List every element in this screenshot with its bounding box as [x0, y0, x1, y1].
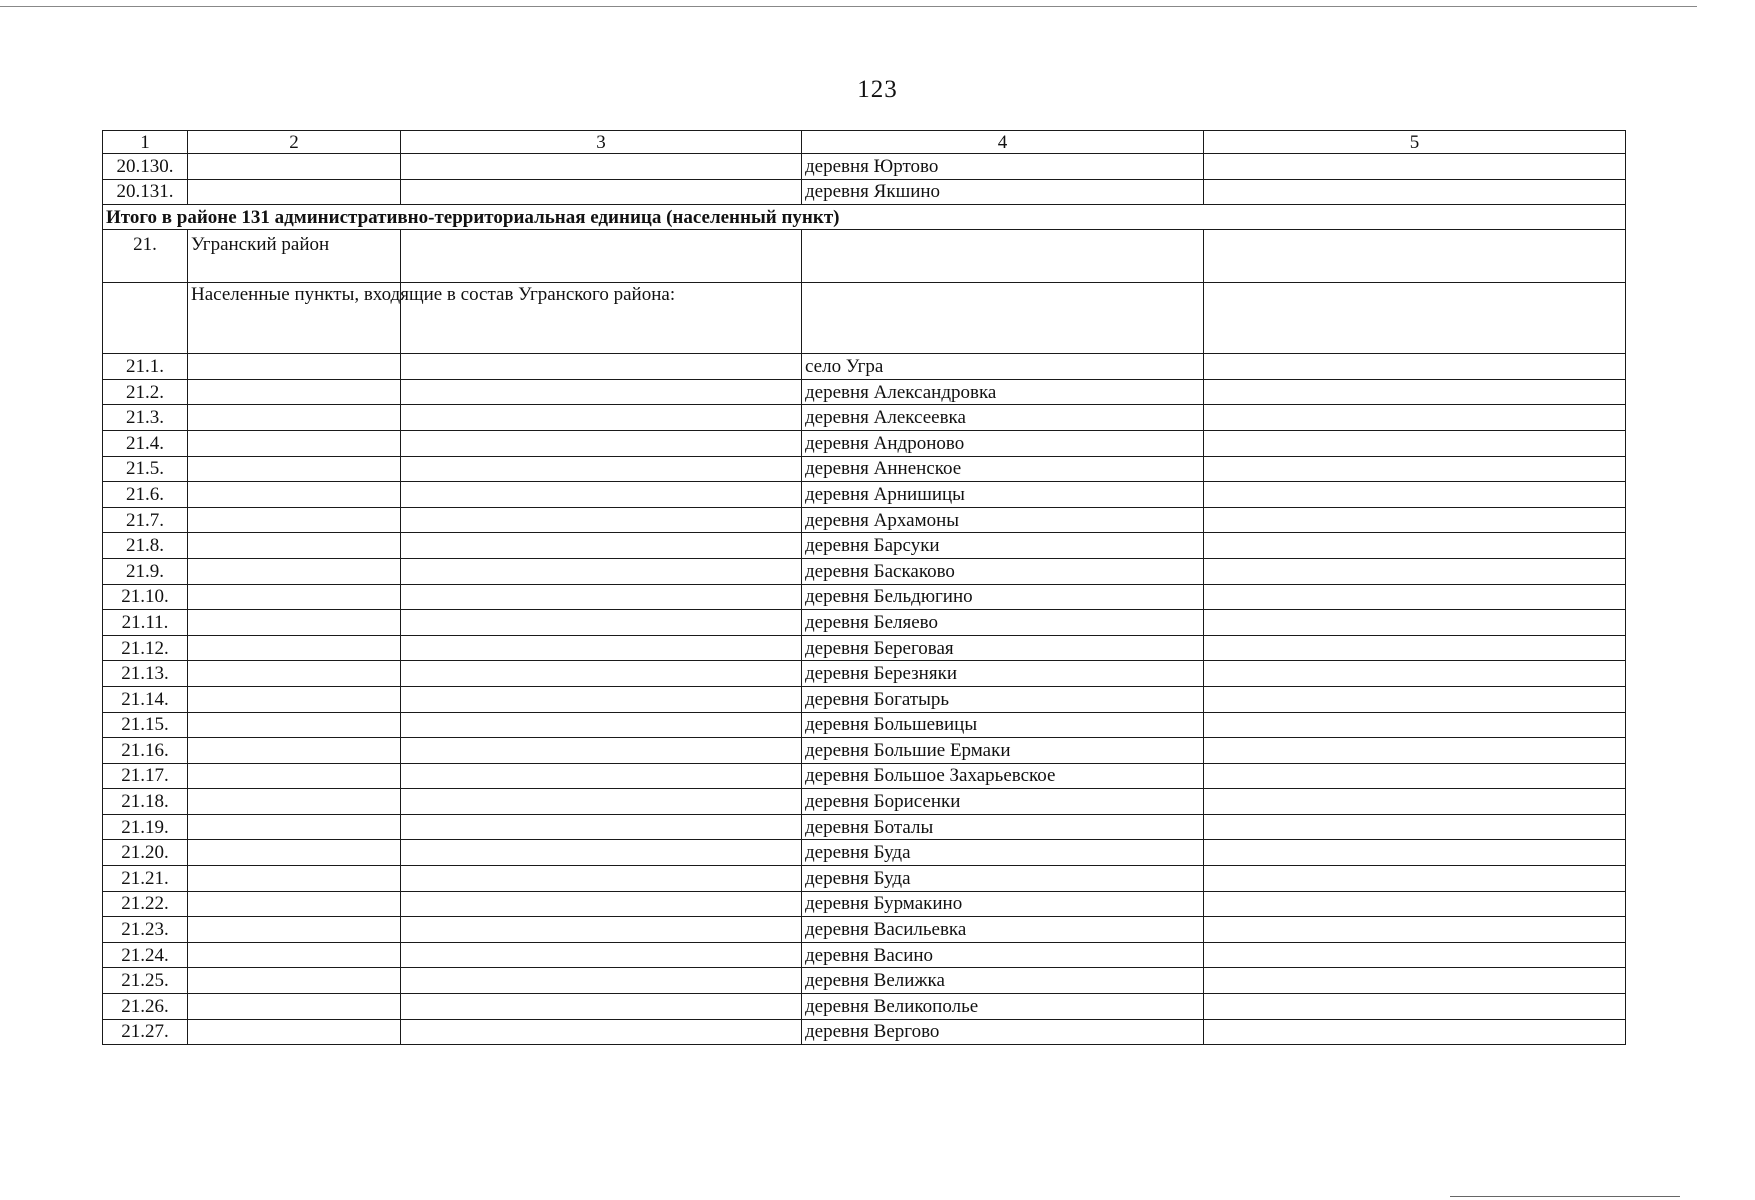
row-number: 21.27. — [103, 1019, 188, 1045]
empty-cell — [401, 789, 802, 815]
empty-cell — [188, 379, 401, 405]
column-number-header-row — [103, 131, 1626, 154]
table-row — [103, 891, 1626, 917]
table-row — [103, 1019, 1626, 1045]
empty-cell — [1204, 968, 1626, 994]
table-row — [103, 712, 1626, 738]
row-number: 21.20. — [103, 840, 188, 866]
scan-edge-line — [1450, 1196, 1680, 1197]
empty-cell — [401, 558, 802, 584]
settlement-name: деревня Архамоны — [802, 507, 1204, 533]
empty-cell — [188, 917, 401, 943]
empty-cell — [188, 968, 401, 994]
settlement-name: деревня Баскаково — [802, 558, 1204, 584]
empty-cell — [1204, 840, 1626, 866]
table-row — [103, 179, 1626, 205]
column-number-header: 3 — [401, 131, 802, 154]
empty-cell — [401, 584, 802, 610]
row-number: 21.7. — [103, 507, 188, 533]
empty-cell — [1204, 354, 1626, 380]
row-number: 21.11. — [103, 610, 188, 636]
scan-edge-line — [0, 6, 1697, 7]
table-row — [103, 968, 1626, 994]
table-row — [103, 738, 1626, 764]
settlement-name: деревня Буда — [802, 840, 1204, 866]
district-row — [103, 230, 1626, 283]
empty-cell — [1204, 154, 1626, 180]
row-number: 21.13. — [103, 661, 188, 687]
empty-cell — [188, 994, 401, 1020]
empty-cell — [1204, 763, 1626, 789]
settlement-name: деревня Барсуки — [802, 533, 1204, 559]
row-number: 21.9. — [103, 558, 188, 584]
row-number: 21.19. — [103, 814, 188, 840]
row-number: 21.2. — [103, 379, 188, 405]
settlement-name: деревня Бурмакино — [802, 891, 1204, 917]
row-number: 21.3. — [103, 405, 188, 431]
empty-cell — [401, 840, 802, 866]
district-name: Угранский район — [188, 230, 401, 283]
column-number-header: 4 — [802, 131, 1204, 154]
empty-cell — [401, 230, 802, 283]
column-number-header: 1 — [103, 131, 188, 154]
table-row — [103, 507, 1626, 533]
empty-cell — [1204, 558, 1626, 584]
settlement-name: деревня Большие Ермаки — [802, 738, 1204, 764]
empty-cell — [401, 686, 802, 712]
row-number: 21.6. — [103, 482, 188, 508]
row-number: 21.15. — [103, 712, 188, 738]
table-row — [103, 661, 1626, 687]
empty-cell — [1204, 482, 1626, 508]
row-number: 21.23. — [103, 917, 188, 943]
empty-cell — [188, 738, 401, 764]
empty-cell — [401, 635, 802, 661]
row-number: 20.131. — [103, 179, 188, 205]
subheading-row — [103, 283, 1626, 354]
empty-cell — [1204, 379, 1626, 405]
row-number: 21.18. — [103, 789, 188, 815]
empty-cell — [188, 154, 401, 180]
row-number: 21.10. — [103, 584, 188, 610]
empty-cell — [1204, 738, 1626, 764]
row-number: 21.14. — [103, 686, 188, 712]
empty-cell — [1204, 230, 1626, 283]
empty-cell — [188, 1019, 401, 1045]
empty-cell — [401, 712, 802, 738]
empty-cell — [1204, 994, 1626, 1020]
empty-cell — [188, 430, 401, 456]
empty-cell — [1204, 507, 1626, 533]
empty-cell — [401, 1019, 802, 1045]
settlement-name: деревня Александровка — [802, 379, 1204, 405]
empty-cell — [188, 661, 401, 687]
empty-cell — [1204, 866, 1626, 892]
table-row — [103, 635, 1626, 661]
empty-cell — [401, 507, 802, 533]
table-row — [103, 942, 1626, 968]
empty-cell — [401, 482, 802, 508]
empty-cell — [188, 712, 401, 738]
district-total-text: Итого в районе 131 административно-территориальная единица (населенный пункт) — [103, 205, 1626, 230]
empty-cell — [802, 283, 1204, 354]
table-row — [103, 558, 1626, 584]
table-row — [103, 354, 1626, 380]
district-number: 21. — [103, 230, 188, 283]
settlement-name: деревня Боталы — [802, 814, 1204, 840]
subheading-text: Населенные пункты, входящие в состав Угранского района: — [188, 283, 401, 354]
row-number: 21.16. — [103, 738, 188, 764]
empty-cell — [1204, 283, 1626, 354]
column-number-header: 5 — [1204, 131, 1626, 154]
row-number: 21.1. — [103, 354, 188, 380]
empty-cell — [1204, 430, 1626, 456]
row-number: 21.17. — [103, 763, 188, 789]
empty-cell — [188, 482, 401, 508]
empty-cell — [1204, 942, 1626, 968]
empty-cell — [401, 533, 802, 559]
empty-cell — [1204, 686, 1626, 712]
empty-cell — [103, 283, 188, 354]
settlement-name: деревня Васильевка — [802, 917, 1204, 943]
empty-cell — [802, 230, 1204, 283]
table-row — [103, 994, 1626, 1020]
empty-cell — [401, 968, 802, 994]
empty-cell — [1204, 533, 1626, 559]
empty-cell — [401, 379, 802, 405]
empty-cell — [401, 917, 802, 943]
settlement-name: деревня Якшино — [802, 179, 1204, 205]
empty-cell — [401, 738, 802, 764]
settlement-name: деревня Богатырь — [802, 686, 1204, 712]
settlement-name: деревня Вергово — [802, 1019, 1204, 1045]
empty-cell — [1204, 456, 1626, 482]
empty-cell — [188, 763, 401, 789]
empty-cell — [401, 610, 802, 636]
empty-cell — [401, 763, 802, 789]
empty-cell — [188, 814, 401, 840]
empty-cell — [188, 533, 401, 559]
empty-cell — [1204, 712, 1626, 738]
table-body — [103, 131, 1626, 1045]
page-number: 123 — [857, 76, 898, 103]
column-number-header: 2 — [188, 131, 401, 154]
empty-cell — [1204, 789, 1626, 815]
empty-cell — [1204, 179, 1626, 205]
table-row — [103, 154, 1626, 180]
table-row — [103, 814, 1626, 840]
empty-cell — [1204, 661, 1626, 687]
empty-cell — [188, 610, 401, 636]
row-number: 21.26. — [103, 994, 188, 1020]
table-row — [103, 840, 1626, 866]
row-number: 21.12. — [103, 635, 188, 661]
empty-cell — [188, 584, 401, 610]
table-row — [103, 533, 1626, 559]
empty-cell — [188, 840, 401, 866]
table-row — [103, 456, 1626, 482]
settlement-name: деревня Борисенки — [802, 789, 1204, 815]
empty-cell — [401, 942, 802, 968]
row-number: 21.25. — [103, 968, 188, 994]
settlement-name: деревня Васино — [802, 942, 1204, 968]
empty-cell — [1204, 584, 1626, 610]
settlement-name: деревня Велижка — [802, 968, 1204, 994]
empty-cell — [401, 154, 802, 180]
settlement-name: деревня Березняки — [802, 661, 1204, 687]
empty-cell — [188, 558, 401, 584]
empty-cell — [188, 354, 401, 380]
table-row — [103, 379, 1626, 405]
table-row — [103, 686, 1626, 712]
table-row — [103, 866, 1626, 892]
empty-cell — [1204, 1019, 1626, 1045]
table-row — [103, 789, 1626, 815]
settlement-name: деревня Большевицы — [802, 712, 1204, 738]
empty-cell — [188, 789, 401, 815]
empty-cell — [1204, 814, 1626, 840]
settlement-name: деревня Беляево — [802, 610, 1204, 636]
settlement-name: деревня Арнишицы — [802, 482, 1204, 508]
empty-cell — [401, 866, 802, 892]
table-row — [103, 917, 1626, 943]
settlement-name: деревня Буда — [802, 866, 1204, 892]
settlement-name: деревня Береговая — [802, 635, 1204, 661]
empty-cell — [401, 179, 802, 205]
settlement-name: деревня Андроново — [802, 430, 1204, 456]
settlement-name: деревня Великополье — [802, 994, 1204, 1020]
table-row — [103, 405, 1626, 431]
empty-cell — [401, 814, 802, 840]
empty-cell — [188, 405, 401, 431]
empty-cell — [401, 661, 802, 687]
table-row — [103, 610, 1626, 636]
settlements-table — [102, 130, 1626, 1045]
empty-cell — [188, 866, 401, 892]
row-number: 21.21. — [103, 866, 188, 892]
empty-cell — [1204, 635, 1626, 661]
empty-cell — [188, 179, 401, 205]
district-total-row — [103, 205, 1626, 230]
table-row — [103, 482, 1626, 508]
row-number: 21.8. — [103, 533, 188, 559]
settlement-name: деревня Большое Захарьевское — [802, 763, 1204, 789]
empty-cell — [1204, 610, 1626, 636]
empty-cell — [188, 635, 401, 661]
row-number: 21.22. — [103, 891, 188, 917]
settlement-name: деревня Юртово — [802, 154, 1204, 180]
table-row — [103, 584, 1626, 610]
table-row — [103, 763, 1626, 789]
empty-cell — [401, 891, 802, 917]
empty-cell — [401, 405, 802, 431]
empty-cell — [401, 430, 802, 456]
empty-cell — [188, 507, 401, 533]
empty-cell — [1204, 891, 1626, 917]
empty-cell — [188, 456, 401, 482]
empty-cell — [188, 891, 401, 917]
empty-cell — [188, 686, 401, 712]
row-number: 21.5. — [103, 456, 188, 482]
empty-cell — [401, 354, 802, 380]
settlement-name: село Угра — [802, 354, 1204, 380]
empty-cell — [401, 456, 802, 482]
settlement-name: деревня Анненское — [802, 456, 1204, 482]
row-number: 21.24. — [103, 942, 188, 968]
settlement-name: деревня Бельдюгино — [802, 584, 1204, 610]
settlement-name: деревня Алексеевка — [802, 405, 1204, 431]
table-row — [103, 430, 1626, 456]
empty-cell — [1204, 917, 1626, 943]
row-number: 20.130. — [103, 154, 188, 180]
empty-cell — [401, 994, 802, 1020]
row-number: 21.4. — [103, 430, 188, 456]
empty-cell — [188, 942, 401, 968]
empty-cell — [1204, 405, 1626, 431]
